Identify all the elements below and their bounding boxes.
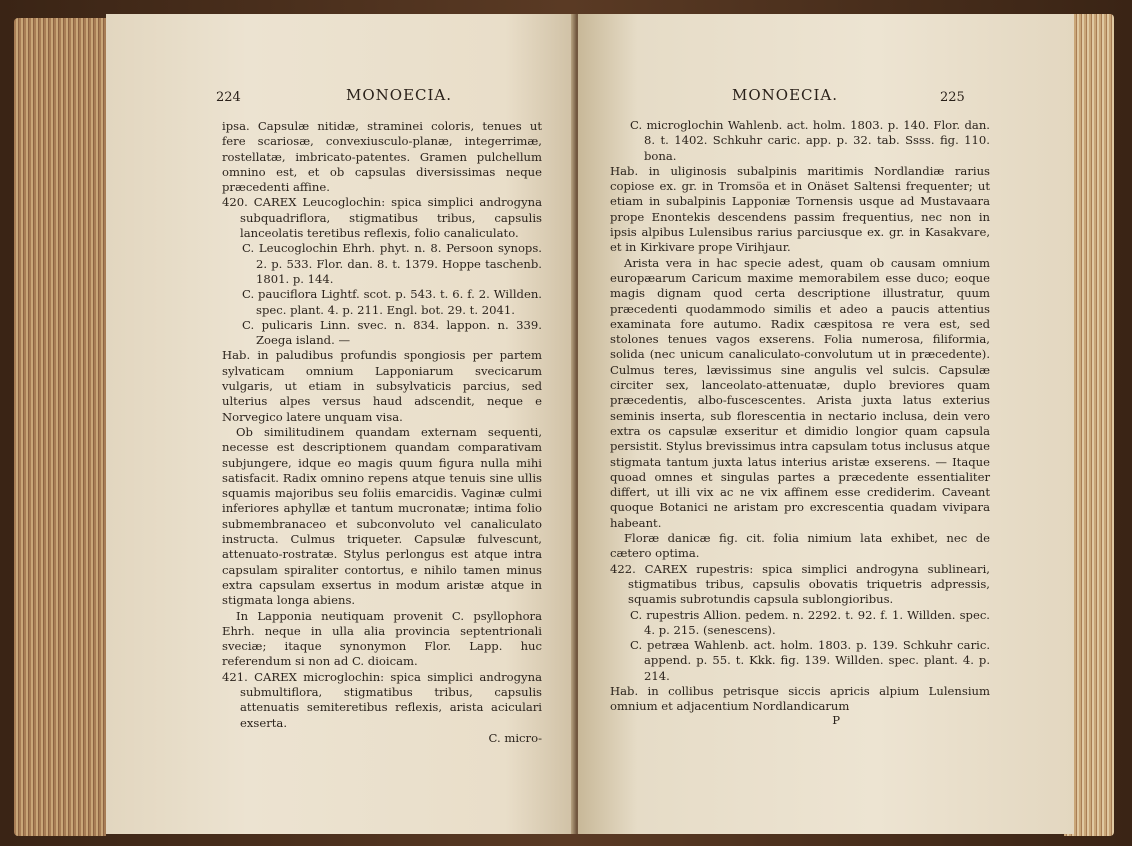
right-running-head: MONOECIA.: [732, 86, 839, 104]
signature-mark: P: [832, 712, 840, 727]
left-page-number: 224: [216, 90, 241, 105]
paragraph: Ob similitudinem quandam externam sequenti, necesse est descriptionem quandam comparativam subjungere, idque eo magis quum figura nulla mihi satisfacit. Radix omnino repens atque tenuis sine ullis squamis majoribus seu foliis emarcidis. Vaginæ culmi inferiores aphyllæ et tantum mucronatæ; intima folio submembranaceo et subconvoluto vel canaliculato instructa. Culmus triqueter. Capsulæ fulvescunt, attenuato-rostratæ. Stylus perlongus est atque intra capsulam spiraliter contortus, e nihilo tamen minus extra capsulam exsertus in modum aristæ atque in stigmata longa abiens.: [222, 424, 542, 608]
paragraph: Arista vera in hac specie adest, quam ob causam omnium europæarum Caricum maxime memorabilem esse duco; eoque magis dignam quod certa descriptione illustratur, quum præcedenti quodammodo similis et adeo a paucis attentius examinata fore autumo. Radix cæspitosa re vera est, sed stolones tenues vagos exserens. Folia numerosa, filiformia, solida (nec unicum canaliculato-convolutum ut in præcedente). Culmus teres, lævissimus sine angulis vel sulcis. Capsulæ circiter sex, lanceolato-attenuatæ, duplo breviores quam præcedentis, albo-fuscescentes. Arista juxta latus exterius seminis inserta, sub florescentia in nectario inclusa, dein vero extra os capsulæ exseritur et dimidio longior quam capsula persistit. Stylus brevissimus intra capsulam totus inclusus atque stigmata tantum juxta latus interius aristæ exserens. — Itaque quoad omnes et singulas partes a præcedente essentialiter differt, ut illi vix ac ne vix affinem esse crediderim. Caveant quoque Botanici ne aristam pro excrescentia quadam vivipara habeant.: [610, 255, 990, 530]
left-page-edges: [14, 18, 106, 836]
catchword: C. micro-: [488, 730, 542, 745]
species-entry-422: 422. CAREX rupestris: spica simplici androgyna sublineari, stigmatibus tribus, capsulis obovatis triquetris adpressis, squamis subrotundis capsula sublongioribus.: [610, 561, 990, 607]
species-entry-421: 421. CAREX microglochin: spica simplici androgyna submultiflora, stigmatibus tribus, capsulis attenuatis semiteretibus reflexis, arista aciculari exserta.: [222, 669, 542, 730]
habitat-paragraph: Hab. in uliginosis subalpinis maritimis Nordlandiæ rarius copiose ex. gr. in Tromsöa et in Onäset Saltensi frequenter; ut etiam in subalpinis Lapponiæ Tornensis usque ad Mustavaara prope Enontekis descendens passim frequentius, nec non in ipsis alpibus Lulensibus rarius parciusque ex. gr. in Kasakvare, et in Kirkivare prope Virihjaur.: [610, 163, 990, 255]
left-running-head: MONOECIA.: [346, 86, 453, 104]
left-body-text: [222, 119, 542, 746]
left-page: [106, 14, 576, 834]
right-body-text: [610, 118, 990, 728]
paragraph: In Lapponia neutiquam provenit C. psyllophora Ehrh. neque in ulla alia provincia septentrionali sveciæ; itaque synonymon Flor. Lapp. huc referendum si non ad C. dioicam.: [222, 608, 542, 669]
synonym-line: C. Leucoglochin Ehrh. phyt. n. 8. Persoon synops. 2. p. 533. Flor. dan. 8. t. 1379. Hoppe taschenb. 1801. p. 144.: [242, 241, 542, 286]
species-entry-420: 420. CAREX Leucoglochin: spica simplici androgyna subquadriflora, stigmatibus tribus, capsulis lanceolatis teretibus reflexis, folio canaliculato.: [222, 195, 542, 241]
right-page-number: 225: [940, 90, 965, 105]
synonym-line: C. pauciflora Lightf. scot. p. 543. t. 6. f. 2. Willden. spec. plant. 4. p. 211. Engl. bot. 29. t. 2041.: [242, 287, 542, 317]
synonym-line: C. petræa Wahlenb. act. holm. 1803. p. 139. Schkuhr caric. append. p. 55. t. Kkk. fig. 139. Willden. spec. plant. 4. p. 214.: [630, 638, 990, 683]
right-page: [578, 14, 1074, 834]
habitat-paragraph: Hab. in collibus petrisque siccis apricis alpium Lulensium omnium et adjacentium Nordlandicarum: [610, 683, 990, 714]
paragraph: ipsa. Capsulæ nitidæ, straminei coloris, tenues ut fere scariosæ, convexiusculo-planæ, integerrimæ, rostellatæ, imbricato-patentes. Gramen pulchellum omnino est, et ob capsulas diversissimas neque præcedenti affine.: [222, 119, 542, 195]
synonym-line: C. rupestris Allion. pedem. n. 2292. t. 92. f. 1. Willden. spec. 4. p. 215. (senescens).: [630, 607, 990, 637]
habitat-paragraph: Hab. in paludibus profundis spongiosis per partem sylvaticam omnium Lapponiarum svecicarum vulgaris, ut etiam in subsylvaticis parcius, sed ulterius alpes versus haud adscendit, neque e Norvegico latere unquam visa.: [222, 348, 542, 424]
synonym-line: C. pulicaris Linn. svec. n. 834. lappon. n. 339. Zoega island. —: [242, 317, 542, 348]
synonym-line: C. microglochin Wahlenb. act. holm. 1803. p. 140. Flor. dan. 8. t. 1402. Schkuhr caric. app. p. 32. tab. Ssss. fig. 110. bona.: [630, 118, 990, 163]
paragraph: Floræ danicæ fig. cit. folia nimium lata exhibet, nec de cætero optima.: [610, 531, 990, 561]
